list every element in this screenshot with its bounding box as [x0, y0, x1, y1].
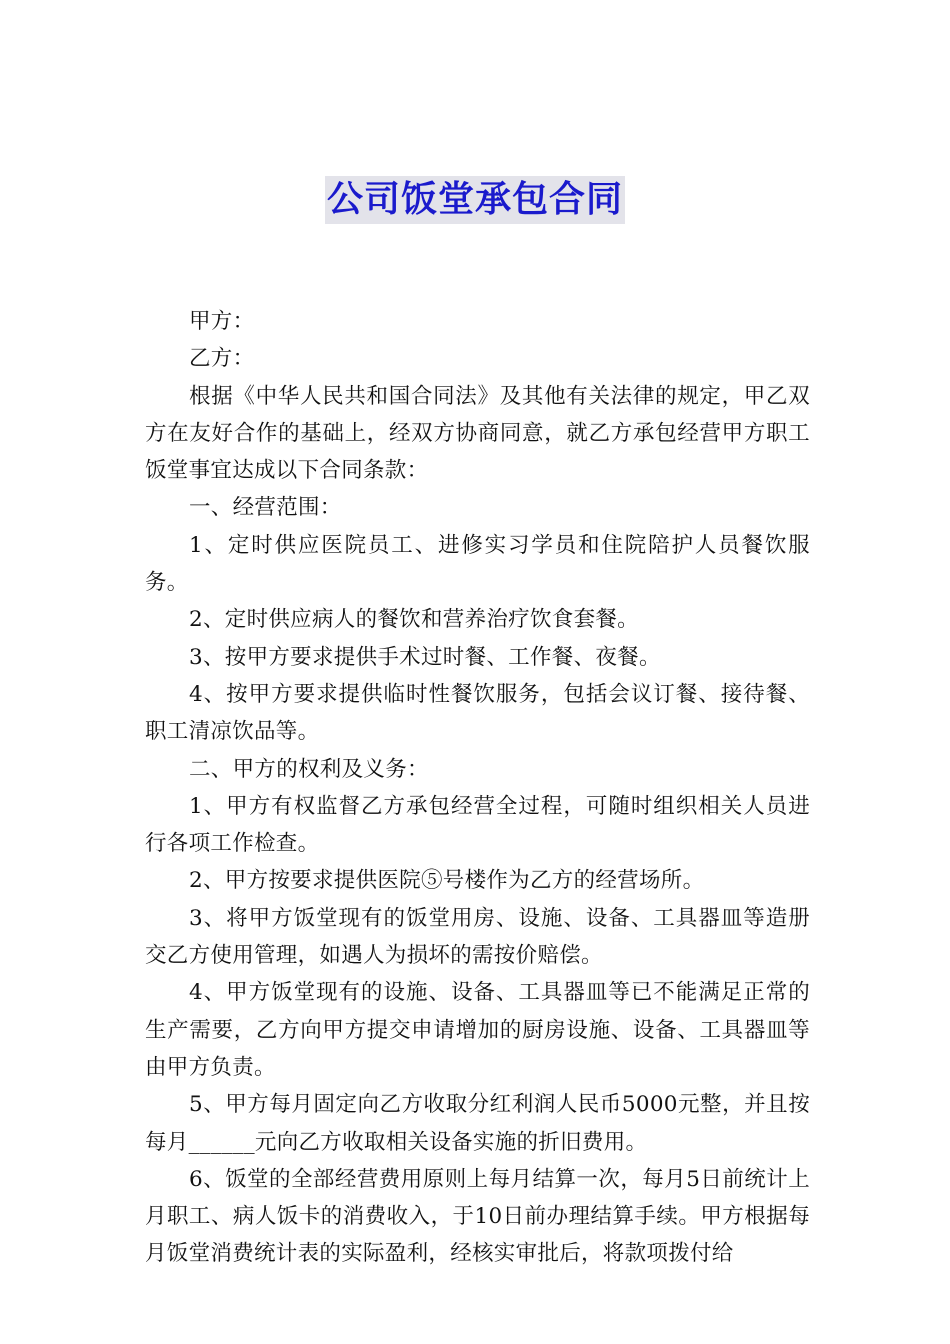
clause-paragraph: 4、甲方饭堂现有的设施、设备、工具器皿等已不能满足正常的生产需要，乙方向甲方提交申请增加的厨房设施、设备、工具器皿等由甲方负责。: [145, 980, 810, 1080]
party-a-line: 甲方：: [189, 309, 255, 334]
section-heading-party-a-rights: 二、甲方的权利及义务：: [189, 756, 429, 782]
clause-paragraph: 1、甲方有权监督乙方承包经营全过程，可随时组织相关人员进行各项工作检查。: [145, 793, 810, 857]
clause-paragraph: 3、将甲方饭堂现有的饭堂用房、设施、设备、工具器皿等造册交乙方使用管理，如遇人为损坏的需按价赔偿。: [145, 905, 810, 969]
document-body: [145, 303, 810, 1273]
clause-paragraph: 5、甲方每月固定向乙方收取分红利润人民币5000元整，并且按每月______元向乙方收取相关设备实施的折旧费用。: [145, 1092, 810, 1155]
clause-paragraph: 3、按甲方要求提供手术过时餐、工作餐、夜餐。: [189, 644, 661, 670]
preamble-paragraph: 根据《中华人民共和国合同法》及其他有关法律的规定，甲乙双方在友好合作的基础上，经双方协商同意，就乙方承包经营甲方职工饭堂事宜达成以下合同条款：: [145, 383, 810, 484]
section-heading-scope: 一、经营范围：: [189, 495, 342, 521]
document-title: 公司饭堂承包合同: [325, 176, 625, 224]
clause-paragraph: 6、饭堂的全部经营费用原则上每月结算一次，每月5日前统计上月职工、病人饭卡的消费收入，于10日前办理结算手续。甲方根据每月饭堂消费统计表的实际盈利，经核实审批后，将款项拨付给: [145, 1166, 810, 1267]
clause-paragraph: 1、定时供应医院员工、进修实习学员和住院陪护人员餐饮服务。: [145, 532, 810, 596]
clause-paragraph: 2、甲方按要求提供医院⑤号楼作为乙方的经营场所。: [189, 868, 705, 894]
clause-paragraph: 4、按甲方要求提供临时性餐饮服务，包括会议订餐、接待餐、职工清凉饮品等。: [145, 681, 810, 745]
title-container: [0, 176, 950, 224]
party-b-line: 乙方：: [189, 346, 255, 372]
clause-paragraph: 2、定时供应病人的餐饮和营养治疗饮食套餐。: [189, 607, 639, 633]
